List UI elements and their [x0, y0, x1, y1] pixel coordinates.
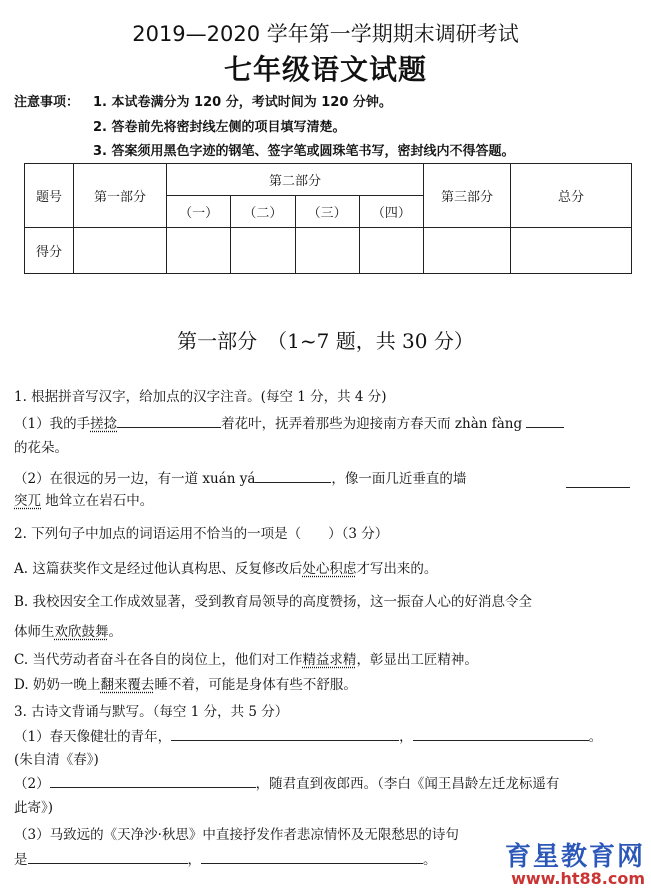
q2-c-text: C. 当代劳动者奋斗在各自的岗位上，他们对工作	[14, 652, 303, 668]
q2-stem: 2. 下列句子中加点的词语运用不恰当的一项是（ ）（3 分）	[14, 526, 389, 542]
header-part2-sub-4: （四）	[359, 196, 423, 228]
q3-p3-text: 是	[14, 852, 28, 868]
score-cell-part2-3[interactable]	[295, 228, 359, 274]
q3-part1	[14, 725, 602, 745]
q3-blank-3[interactable]	[50, 773, 256, 788]
q3-p2-source: 此寄》)	[14, 800, 54, 816]
score-cell-part1[interactable]	[74, 228, 167, 274]
q1-part2	[14, 467, 466, 487]
q2-option-c	[14, 648, 478, 668]
score-cell-part3[interactable]	[424, 228, 511, 274]
q1-p1-dotted-word: 搓捻	[90, 416, 118, 432]
q2-b-dotted: 欢欣鼓舞	[54, 624, 109, 640]
q2-c-text-end: ，彰显出工匠精神。	[356, 652, 478, 668]
q3-blank-5[interactable]	[201, 849, 423, 864]
q1-blank-4[interactable]	[566, 486, 630, 488]
q1-blank-2[interactable]	[526, 413, 564, 428]
q1-p2-text-a: （2）在很远的另一边，有一道 xuán yá	[14, 471, 256, 487]
section1-title: 第一部分 （1~7 题，共 30 分）	[177, 329, 474, 353]
q1-p2-text-b: ，像一面几近垂直的墙	[331, 471, 467, 487]
score-cell-total[interactable]	[511, 228, 632, 274]
q1-p2-dotted-word: 突兀	[14, 493, 41, 509]
q3-p2-text: ，随君直到夜郎西。（李白《闻王昌龄左迁龙标遥有	[255, 776, 560, 792]
q3-p1-end: 。	[588, 729, 603, 745]
q2-a-text: A. 这篇获奖作文是经过他认真构思、反复修改后	[14, 561, 303, 577]
row-score-label: 得分	[25, 228, 74, 274]
header-total: 总分	[511, 164, 632, 228]
q1-part1	[14, 412, 564, 432]
q2-d-dotted: 翻来覆去	[100, 677, 155, 693]
note-item-1: 1. 本试卷满分为 120 分，考试时间为 120 分钟。	[93, 95, 392, 110]
q2-a-dotted: 处心积虑	[302, 561, 357, 577]
q1-p1-text-d: 的花朵。	[14, 440, 68, 456]
q2-a-text-end: 才写出来的。	[356, 561, 438, 577]
notes-label: 注意事项：	[14, 95, 80, 110]
q2-option-a	[14, 557, 437, 577]
q3-p3-end: 。	[423, 852, 437, 868]
q3-p2-label: （2）	[14, 776, 50, 792]
q3-part3: （3）马致远的《天净沙·秋思》中直接抒发作者悲凉情怀及无限愁思的诗句	[14, 827, 459, 843]
q1-blank-1[interactable]	[117, 413, 221, 428]
watermark-site: www.ht88.com	[511, 869, 645, 888]
q1-part2-line2	[14, 489, 153, 509]
header-question-number: 题号	[25, 164, 74, 228]
score-cell-part2-1[interactable]	[167, 228, 231, 274]
q3-part2	[14, 772, 559, 792]
q2-b-text-end: 。	[108, 624, 122, 640]
q3-p1-comma: ，	[399, 729, 413, 745]
q3-stem: 3. 古诗文背诵与默写。（每空 1 分，共 5 分）	[14, 704, 289, 720]
exam-title: 2019—2020 学年第一学期期末调研考试	[132, 22, 519, 46]
header-part1: 第一部分	[74, 164, 167, 228]
header-part2-sub-3: （三）	[295, 196, 359, 228]
subject-title: 七年级语文试题	[223, 53, 427, 86]
q2-option-d	[14, 673, 357, 693]
header-part2-sub-1: （一）	[167, 196, 231, 228]
q2-option-b-line2	[14, 620, 122, 640]
header-part3: 第三部分	[424, 164, 511, 228]
q3-p3-comma: ，	[187, 852, 201, 868]
q3-blank-2[interactable]	[413, 726, 589, 741]
score-table	[24, 163, 632, 274]
watermark-logo	[505, 836, 645, 888]
q3-p1-text: （1）春天像健壮的青年，	[14, 729, 172, 745]
q2-option-b-line1: B. 我校因安全工作成效显著，受到教育局领导的高度赞扬，这一振奋人心的好消息令全	[14, 594, 533, 610]
q2-b-text: 体师生	[14, 624, 55, 640]
q1-p1-text-c: 着花叶，抚弄着那些为迎接南方春天而 zhàn fàng	[221, 416, 523, 432]
q1-p2-text-d: 地耸立在岩石中。	[41, 493, 154, 509]
note-item-3: 3. 答案须用黑色字迹的钢笔、签字笔或圆珠笔书写，密封线内不得答题。	[93, 144, 515, 159]
score-cell-part2-4[interactable]	[359, 228, 423, 274]
q3-blank-1[interactable]	[171, 726, 399, 741]
q1-stem: 1. 根据拼音写汉字，给加点的汉字注音。(每空 1 分，共 4 分)	[14, 389, 387, 405]
note-item-2: 2. 答卷前先将密封线左侧的项目填写清楚。	[93, 120, 346, 135]
header-part2-sub-2: （二）	[231, 196, 295, 228]
q3-blank-4[interactable]	[28, 849, 188, 864]
q3-part3-line2	[14, 848, 437, 868]
q2-d-text: D. 奶奶一晚上	[14, 677, 101, 693]
q1-p1-text-a: （1）我的手	[14, 416, 91, 432]
header-part2: 第二部分	[167, 164, 424, 196]
q2-d-text-end: 睡不着，可能是身体有些不舒服。	[154, 677, 357, 693]
q3-p1-source: (朱自清《春》)	[14, 752, 99, 768]
q2-c-dotted: 精益求精	[302, 652, 357, 668]
q1-blank-3[interactable]	[255, 468, 331, 483]
watermark-title: 育星教育网	[504, 842, 645, 872]
score-cell-part2-2[interactable]	[231, 228, 295, 274]
